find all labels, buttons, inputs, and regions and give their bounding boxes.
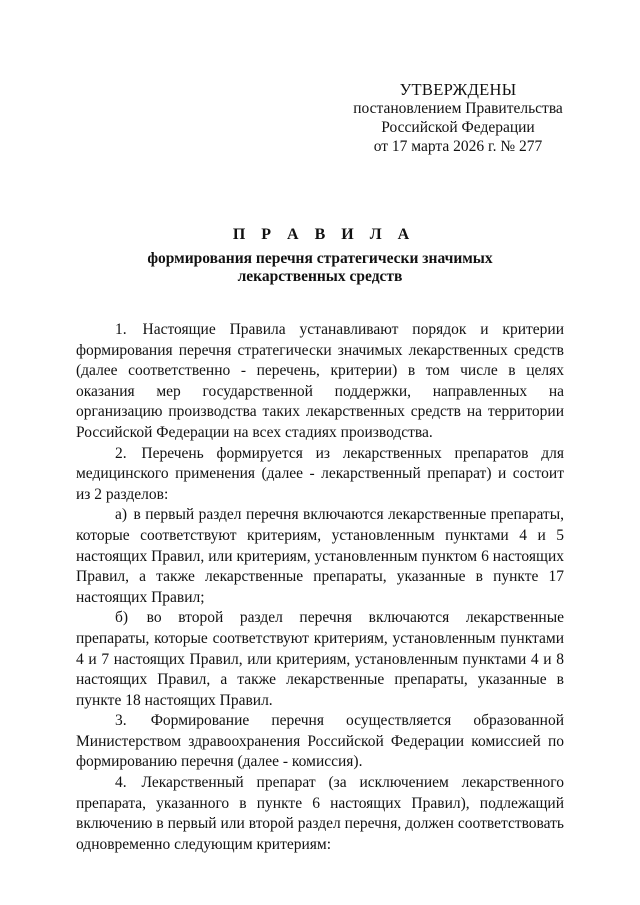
- approval-block: [348, 80, 568, 156]
- paragraph-text: во второй раздел перечня включаются лекарственные препараты, которые соответствуют критериям, установленным пунктами 4 и 7 настоящих Правил, или критериям, установленным пунктами 4 и 8 настоящих Правил, а также лекарственные препараты, указанные в пункте 18 настоящих Правил.: [76, 609, 564, 709]
- paragraph-3: [76, 711, 564, 773]
- document-subtitle: [120, 250, 520, 286]
- paragraph-1: [76, 320, 564, 444]
- paragraph-4: [76, 773, 564, 855]
- paragraph-text: Лекарственный препарат (за исключением лекарственного препарата, указанного в пункте 6 настоящих Правил), подлежащий включению в первый или второй раздел перечня, должен соответствовать одновременно следующим критериям:: [76, 774, 565, 853]
- paragraph-2: [76, 444, 564, 506]
- paragraph-2a: [76, 505, 564, 608]
- approval-line-2: Российской Федерации: [381, 119, 535, 136]
- paragraph-number: а): [115, 506, 128, 524]
- paragraph-number: 1.: [115, 321, 127, 338]
- paragraph-number: б): [115, 609, 129, 627]
- approval-title: УТВЕРЖДЕНЫ: [399, 80, 517, 99]
- paragraph-text: Формирование перечня осуществляется образованной Министерством здравоохранения Российской Федерации комиссией по формированию перечня (далее - комиссия).: [76, 712, 565, 771]
- paragraph-number: 3.: [115, 712, 127, 730]
- paragraph-text: Перечень формируется из лекарственных препаратов для медицинского применения (далее - лекарственный препарат) и состоит из 2 разделов:: [76, 444, 564, 503]
- subtitle-line-2: лекарственных средств: [237, 268, 403, 285]
- paragraph-number: 2.: [115, 444, 127, 462]
- approval-line-1: постановлением Правительства: [353, 100, 563, 117]
- paragraph-text: Настоящие Правила устанавливают порядок и критерии формирования перечня стратегически значимых лекарственных средств (далее соответственно - перечень, критерии) в том числе в целях оказания мер государственной поддержки, направленных на организацию производства таких лекарственных средств на территории Российской Федерации на всех стадиях производства.: [76, 321, 565, 441]
- approval-line-3: от 17 марта 2026 г. № 277: [373, 138, 543, 155]
- document-title: П Р А В И Л А: [232, 226, 416, 243]
- subtitle-line-1: формирования перечня стратегически значимых: [147, 250, 493, 267]
- paragraph-2b: [76, 608, 564, 711]
- document-body: [76, 320, 564, 855]
- paragraph-number: 4.: [115, 774, 127, 792]
- paragraph-text: в первый раздел перечня включаются лекарственные препараты, которые соответствуют критериям, установленным пунктами 4 и 5 настоящих Правил, или критериям, установленным пунктом 6 настоящих Правил, а также лекарственные препараты, указанные в пункте 17 настоящих Правил;: [76, 506, 564, 606]
